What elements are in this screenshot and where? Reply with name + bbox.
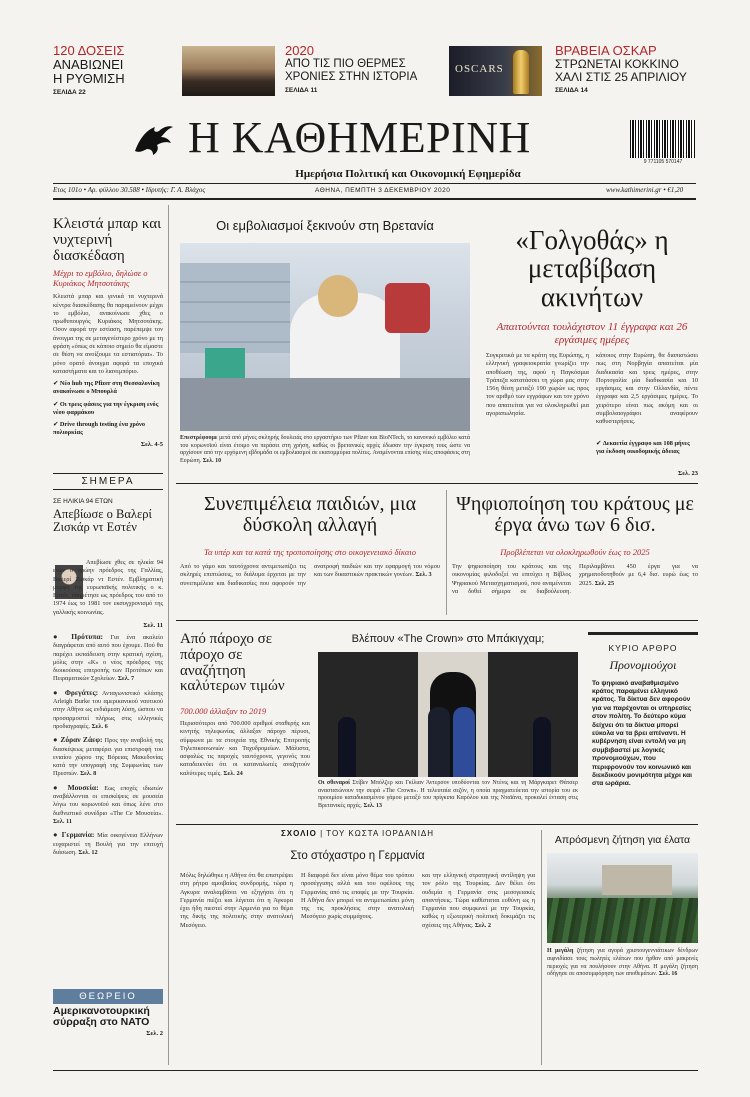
kyrio-arthro-body: Το ψηφιακό αναβαθμισμένο κράτος παραμένει ελληνικό κράτος. Τα δίκτυα δεν αφορούν για να παρέχονται οι υπηρεσίες στον πολίτη. Το δεύτερο κύμα δείχνει ότι τα δίκτυα μπορεί εύκολα να τα βρει απέναντι. Η κυβέρνηση είναι εντολή να μη συμβιβαστεί με λογικές προνομιούχων, που περιφρονούν τον κοινωνικό και διεκδικούν μονιμότητα μέχρι και στα ωράρια. (592, 679, 693, 788)
masthead-subtitle: Ημερήσια Πολιτική και Οικονομική Εφημερίδα (295, 168, 521, 180)
barcode-icon (630, 120, 695, 158)
center-top-caption: Επεστρέφουμε μετά από μήνες σκληρής δουλειάς στο εργαστήριο των Pfizer και BioNTech, το κανονικό εμβόλιο κατά του κορωνοϊού είναι έτοιμο να περάσει στη χρήση, καθώς οι βρετανικές αρχές έδωσαν την έγκριση τους ώστε να αρχίσουν από την ερχόμενη εβδομάδα οι εμβολιασμοί σε εκατομμύρια πολίτες. Αναμένονται επίσης νέες αποφάσεις στη Ευρώπη. Σελ. 10 (180, 435, 470, 464)
masthead-info-left: Ετος 101ο • Αρ. φύλλου 30.588 • Ιδρυτής: Γ. Α. Βλάχος (53, 186, 206, 194)
middle-right-body: Την ψηφιοποίηση του κράτους και της οικονομίας φιλοδοξεί να επιτύχει η Βίβλος Ψηφιακού Μετασχηματισμού, που αναμένεται να δοθεί σήμερα σε διαβούλευση. Περιλαμβάνει 450 έργα για να χρηματοδοτηθούν με 6,4 δισ. ευρώ έως το 2025. Σελ. 25 (452, 563, 698, 595)
promo-image-oscars (449, 46, 542, 96)
promo-page: ΣΕΛΙΔΑ 11 (285, 87, 318, 94)
christmas-trees-photo (547, 853, 698, 943)
masthead-date: ΑΘΗΝΑ, ΠΕΜΠΤΗ 3 ΔΕΚΕΜΒΡΙΟΥ 2020 (315, 187, 451, 194)
scholio-col1: Μόλις δηλώθηκε η Αθήνα ότι θα επιστρέψει στη ρήτρα αμοιβαίας συνδρομής, τώρα η Αγκυρα αναλαμβάνει να εξηγήσει ότι η Γερμανία πιέζει και λέγεται ότι η Άγκυρα έχει ήδη πιεστεί στην Αρμενία για το θέμα της δικής της πολιτικής στην ανατολική Μεσόγειο. (180, 872, 293, 929)
scholio-byline: ΤΟΥ ΚΩΣΤΑ ΙΟΡΔΑΝΙΔΗ (326, 829, 435, 838)
right-top-headline[interactable]: «Γολγοθάς» η μεταβίβαση ακινήτων (515, 225, 669, 312)
masthead-info-right: www.kathimerini.gr • €1,20 (606, 186, 684, 194)
crown-police-left (338, 717, 356, 777)
theoreio-label: ΘΕΩΡΕΙΟ (53, 989, 163, 1004)
right-top-col1: Συγκριτικά με τα κράτη της Ευρώπης, η ελληνική γραφειοκρατία γνωρίζει την αποθέωση της, αφού η Παγκόσμια Τράπεζα κατατάσσει τη χώρα μας στην 156η θέση μεταξύ 190 χωρών ως προς τον αριθμό των εγγράφων και τον χρόνο που απαιτείται για να ολοκληρωθεί μια αγοραπωλησία. (486, 352, 589, 418)
promo-title-line: ΑΠΟ ΤΙΣ ΠΙΟ ΘΕΡΜΕΣ (285, 58, 406, 70)
middle-left-body: Από το γάμο και ταυτόχρονα αντιμετωπίζει τις σκληρές επιπτώσεις, το διάλυμα έρχεται με την συνεπιμέλεια και διαδικασίες που αφορούν την ανατροφή παιδιών και την εφαρμογή του νόμου και των δικαστικών πρακτικών γονέων. Σελ. 3 (180, 563, 440, 587)
masthead-title: Η ΚΑΘΗΜΕΡΙΝΗ (188, 113, 531, 162)
simera-item[interactable]: ● Φρεγάτες: Ανταγωνιστικό κλάσης Arleigh Burke του αμερικανικού ναυτικού στην Αθήνα ως ενδιάμεση λύση, ώσπου να προσαρμοστεί πλήρως στις ελληνικές προδιαγραφές. Σελ. 6 (53, 687, 163, 730)
simera-item[interactable]: ● Μουσεία: Εως εποχές ιδιωτών αναβάλλονται οι επισκέψεις σε μουσεία λόγω του κορωνοϊού και όπως λένε στο διεθνιστικό συνέδριο «The Ce Μουσεία». Σελ. 11 (53, 782, 164, 825)
bullet-item: ✔ Drive through testing ένα χρόνο πολιορκίας (53, 421, 146, 437)
promo-title-line: ΧΡΟΝΙΕΣ ΣΤΗΝ ΙΣΤΟΡΙΑ (285, 71, 418, 83)
lab-photo (180, 243, 470, 431)
christmas-tree-cluster (547, 898, 698, 943)
crown-police-right (533, 717, 551, 777)
crown-caption: Οι σθεναροί Στίβεν Μπόλζερ και Γκίλιαν Άντερσον υποδύονται τον Ντένις και τη Μάργκαρετ Θάτσερ αναστατώνουν την σειρά «The Crown». Η τελευταία σεζόν, η οποία πραγματεύεται την ιστορία του εκ προοιμίου καταδικασμένου γάμου μεταξύ του πρίγκιπα Καρόλου και της Νταϊάνα, προκαλεί ένταση στις Βρετανικές αρχές. Σελ. 13 (318, 780, 578, 809)
promo-image-vaccine-city (182, 46, 275, 96)
simera-item-title: Μουσεία: (67, 782, 99, 792)
bullet-item: ✔ Οι τρεις φάσεις για την έγκριση ενός νέου φαρμάκου (53, 400, 159, 416)
theoreio-headline: Αμερικανοτουρκική σύρραξη στο ΝΑΤΟ (53, 1005, 150, 1029)
middle-right-deck: Προβλέπεται να ολοκληρωθούν έως το 2025 (500, 547, 650, 557)
lab-box (205, 348, 245, 378)
christmas-building (602, 865, 672, 895)
scholio-headline[interactable]: Στο στόχαστρο η Γερμανία (290, 850, 425, 862)
promo-title-line: ΣΤΡΩΝΕΤΑΙ ΚΟΚΚΙΝΟ (555, 57, 679, 71)
left-story-headline: Κλειστά μπαρ και νυχτερινή διασκέδαση (53, 216, 162, 264)
lab-bench (180, 378, 470, 431)
center-top-headline[interactable]: Οι εμβολιασμοί ξεκινούν στη Βρετανία (216, 218, 434, 233)
middle-right-headline[interactable]: Ψηφιοποίηση του κράτους με έργα άνω των 6 δισ. (456, 493, 694, 536)
scholio-label: ΣΧΟΛΙΟ (280, 829, 317, 838)
middle-left-deck: Τα υπέρ και τα κατά της τροποποίησης στο οικογενειακό δίκαιο (204, 547, 416, 557)
oscars-logo-text: OSCARS (455, 63, 504, 75)
simera-lead-story[interactable] (53, 498, 163, 534)
lower-left-headline[interactable]: Από πάροχο σε πάροχο σε αναζήτηση καλύτερων τιμών (180, 631, 285, 695)
simera-item[interactable]: ● Πρότυπα: Για ένα ακαλείο διαγράφεται από αυτό που έχουμε. Πού θα παρέχει εκπαίδευση στην κρατική σχέση, μόλις στην «Κ» ο νέος πρόεδρος της διοικούσας επιτροπής των Προτύπων και Πειραματικών Σχολείων. Σελ. 7 (53, 632, 164, 683)
lab-shelf (180, 263, 290, 353)
kyrio-arthro-headline: Προνομιούχοι (609, 658, 677, 672)
bullet-item: ✔ Νέο hub της Pfizer στη Θεσσαλονίκη ανακοίνωσε ο Μπουρλά (53, 380, 160, 396)
simera-item[interactable]: ● Γερμανία: Μία οικογένεια Ελλήνων ευχαριστεί τη Βουλή για την επιτυχή διάσωση. Σελ. 12 (53, 830, 164, 856)
promo-1[interactable] (53, 43, 173, 96)
lower-left-body: Περισσότεροι από 700.000 αριθμοί σταθερής και κινητής τηλεφωνίας άλλαξαν πάροχο πέρυσι, σύμφωνα με τα στοιχεία της Εθνικής Επιτροπής Τηλεπικοινωνιών και Ταχυδρομείων. Μάλιστα, ασφαλώς τις παροχές ταυτόχρονα, γεγονός που καταδεικνύει ότι οι καταναλωτές αναζητούν καλύτερες τιμές. Σελ. 24 (180, 720, 310, 777)
left-story-body: Κλειστά μπαρ και γενικά τα νυχτερινά κέντρα διασκέδασης θα παραμείνουν μέχρι το εμβόλιο, ανακοίνωσε χθες ο πρωθυπουργός Κυριάκος Μητσοτάκης. Οσον αφορά την εστίαση, παρέπεμψε τον άνοιγμα της σε μεταγενέστερο χρόνο με τη φράση «όπως σε κάποιο σημείο θα είμαστε σε θέση να ανοίξουμε τα εστιατόρια». Το μόνο ορατό άνοιγμα αφορά τα εποχικά καταστήματα και το λιανεμπόριο. (53, 293, 163, 375)
promo-title-red: ΒΡΑΒΕΙΑ ΟΣΚΑΡ (555, 43, 657, 58)
simera-item[interactable]: ● Ζόραν Ζάεφ: Προς την αναβολή της διασκέψεως μεταφέρει για επιστροφή του ενιαίου χώρου της Βόρειας Μακεδονίας κατά την υπογραφή της Συμφωνίας των Πρεσπών. Σελ. 8 (53, 735, 164, 778)
simera-headline: Απεβίωσε ο Βαλερί Ζισκάρ ντ Εστέν (53, 507, 152, 535)
scholio-header: ΣΧΟΛΙΟ | ΤΟΥ ΚΩΣΤΑ ΙΟΡΔΑΝΙΔΗ (280, 829, 435, 838)
barcode-number: 9 771105 570147 (643, 159, 683, 165)
left-story-page: Σελ. 4-5 (140, 441, 163, 449)
middle-left-headline[interactable]: Συνεπιμέλεια παιδιών, μια δύσκολη αλλαγή (203, 493, 417, 536)
simera-item-title: Φρεγάτες: (64, 687, 99, 697)
scholio-col2: Η διαφορά δεν είναι μόνο θέμα του τρόπου προσέγγισης αλλά και του οφέλους της Γερμανίας από τις επαφές με την Τουρκία. Η Αθήνα δεν μπορεί να αντιμετωπίσει μόνη της τις προκλήσεις στην ανατολική Μεσόγειο χωρίς συμμάχους. (301, 872, 414, 921)
left-story-bullets (53, 380, 163, 437)
christmas-headline[interactable]: Απρόσμενη ζήτηση για έλατα (554, 834, 691, 846)
promo-page: ΣΕΛΙΔΑ 22 (53, 89, 86, 96)
lab-scientist-hair (318, 275, 358, 317)
crown-person-woman (453, 707, 475, 777)
promo-title-line: Η ΡΥΘΜΙΣΗ (53, 71, 125, 86)
simera-item-title: Πρότυπα: (71, 632, 104, 641)
right-top-page: Σελ. 23 (678, 470, 698, 477)
promo-3[interactable] (555, 43, 705, 94)
christmas-caption: Η μεγάλη ζήτηση για αγορά χριστουγεννιάτικων δένδρων αιφνιδίασε τους πωλητές ελάτων που ήρθαν από μακρινές περιοχές για να πουλήσουν στην Αθήνα. Η μεγάλη ζήτηση οδήγησε σε αποσυμφόρηση των αποθεμάτων. Σελ. 16 (547, 948, 698, 978)
theoreio-page: Σελ. 2 (146, 1030, 163, 1038)
scholio-col3: και την ελληνική στρατηγική αντίληψη για τον ρόλο της Τουρκίας. Δεν θέλει ότι ουδεμία η Γερμανία στις μεσογειακές απαντήσεις. Τώρα καθίσταται ευθύνη ως η Γερμανία που συμφωνεί με την Τουρκία, καθώς η εξωτερική πολιτική δοκιμάζει τις σχέσεις της Αθήνας. Σελ. 2 (422, 872, 535, 929)
lab-chair (385, 283, 430, 333)
promo-page: ΣΕΛΙΔΑ 14 (555, 87, 588, 94)
kyrio-arthro-box[interactable] (588, 632, 698, 817)
left-story-deck: Μέχρι το εμβόλιο, δηλώσε ο Κυριάκος Μητσοτάκης (53, 268, 148, 289)
simera-kicker: ΣΕ ΗΛΙΚΙΑ 94 ΕΤΩΝ (53, 498, 113, 505)
theoreio-story[interactable] (53, 1006, 163, 1037)
promo-title-red: 120 ΔΟΣΕΙΣ (53, 43, 125, 58)
promo-2[interactable] (285, 43, 440, 94)
right-top-deck: Απαιτούνται τουλάχιστον 11 έγγραφα και 26 εργάσιμες ημέρες (496, 321, 688, 346)
simera-item-title: Ζόραν Ζάεφ: (60, 735, 103, 745)
right-top-bullet: ✔ Δεκαετία έγγραφο και 108 μήνες για έκδοση οικοδομικής άδειας (596, 440, 690, 456)
crown-person-man (428, 707, 450, 777)
promo-title-red: 2020 (285, 43, 314, 58)
simera-item-title: Γερμανία: (61, 830, 95, 840)
oscar-statue (513, 50, 529, 94)
simera-lead-body: Απεβίωσε χθες σε ηλικία 94 ετών ο πρώην πρόεδρος της Γαλλίας, Βαλερί Ζισκάρ ντ Εστέν. Εμβληματική μορφή της ευρωπαϊκής πολιτικής ο κ. Εστέν, υπηρέτησε ως πρόεδρος του από το 1974 έως το 1981 τον εκσυγχρονισμό της γαλλικής κοινωνίας. (53, 559, 163, 616)
lower-left-deck: 700.000 άλλαξαν το 2019 (180, 706, 267, 716)
crown-headline[interactable]: Βλέπουν «The Crown» στο Μπάκιγχαμ; (351, 633, 545, 645)
eagle-logo-icon (131, 121, 175, 159)
promo-title-line: ΧΑΛΙ ΣΤΙΣ 25 ΑΠΡΙΛΙΟΥ (555, 70, 687, 84)
kyrio-arthro-label: ΚΥΡΙΟ ΑΡΘΡΟ (608, 643, 678, 653)
promo-title-line: ΑΝΑΒΙΩΝΕΙ (53, 57, 124, 72)
right-top-col2: κάποιος στην Ευρώπη, θα διαπιστώσει πως στη Νορβηγία απαιτείται μία διαδικασία και τρεις ημέρες, στην Πορτογαλία μία διαδικασία και 10 εργάσιμες και στην Ολλανδία, πέντε έγγραφα και 2,5 εργάσιμες ημέρες. Το χειρότερο είναι πως ακόμη και οι συμβολαιογράφοι αναφέρουν καθυστερήσεις. (596, 352, 698, 426)
simera-label: ΣΗΜΕΡΑ (53, 473, 163, 490)
simera-items (53, 633, 163, 857)
crown-photo (318, 652, 578, 777)
simera-lead-page: Σελ. 11 (143, 622, 163, 629)
left-story[interactable] (53, 217, 163, 448)
